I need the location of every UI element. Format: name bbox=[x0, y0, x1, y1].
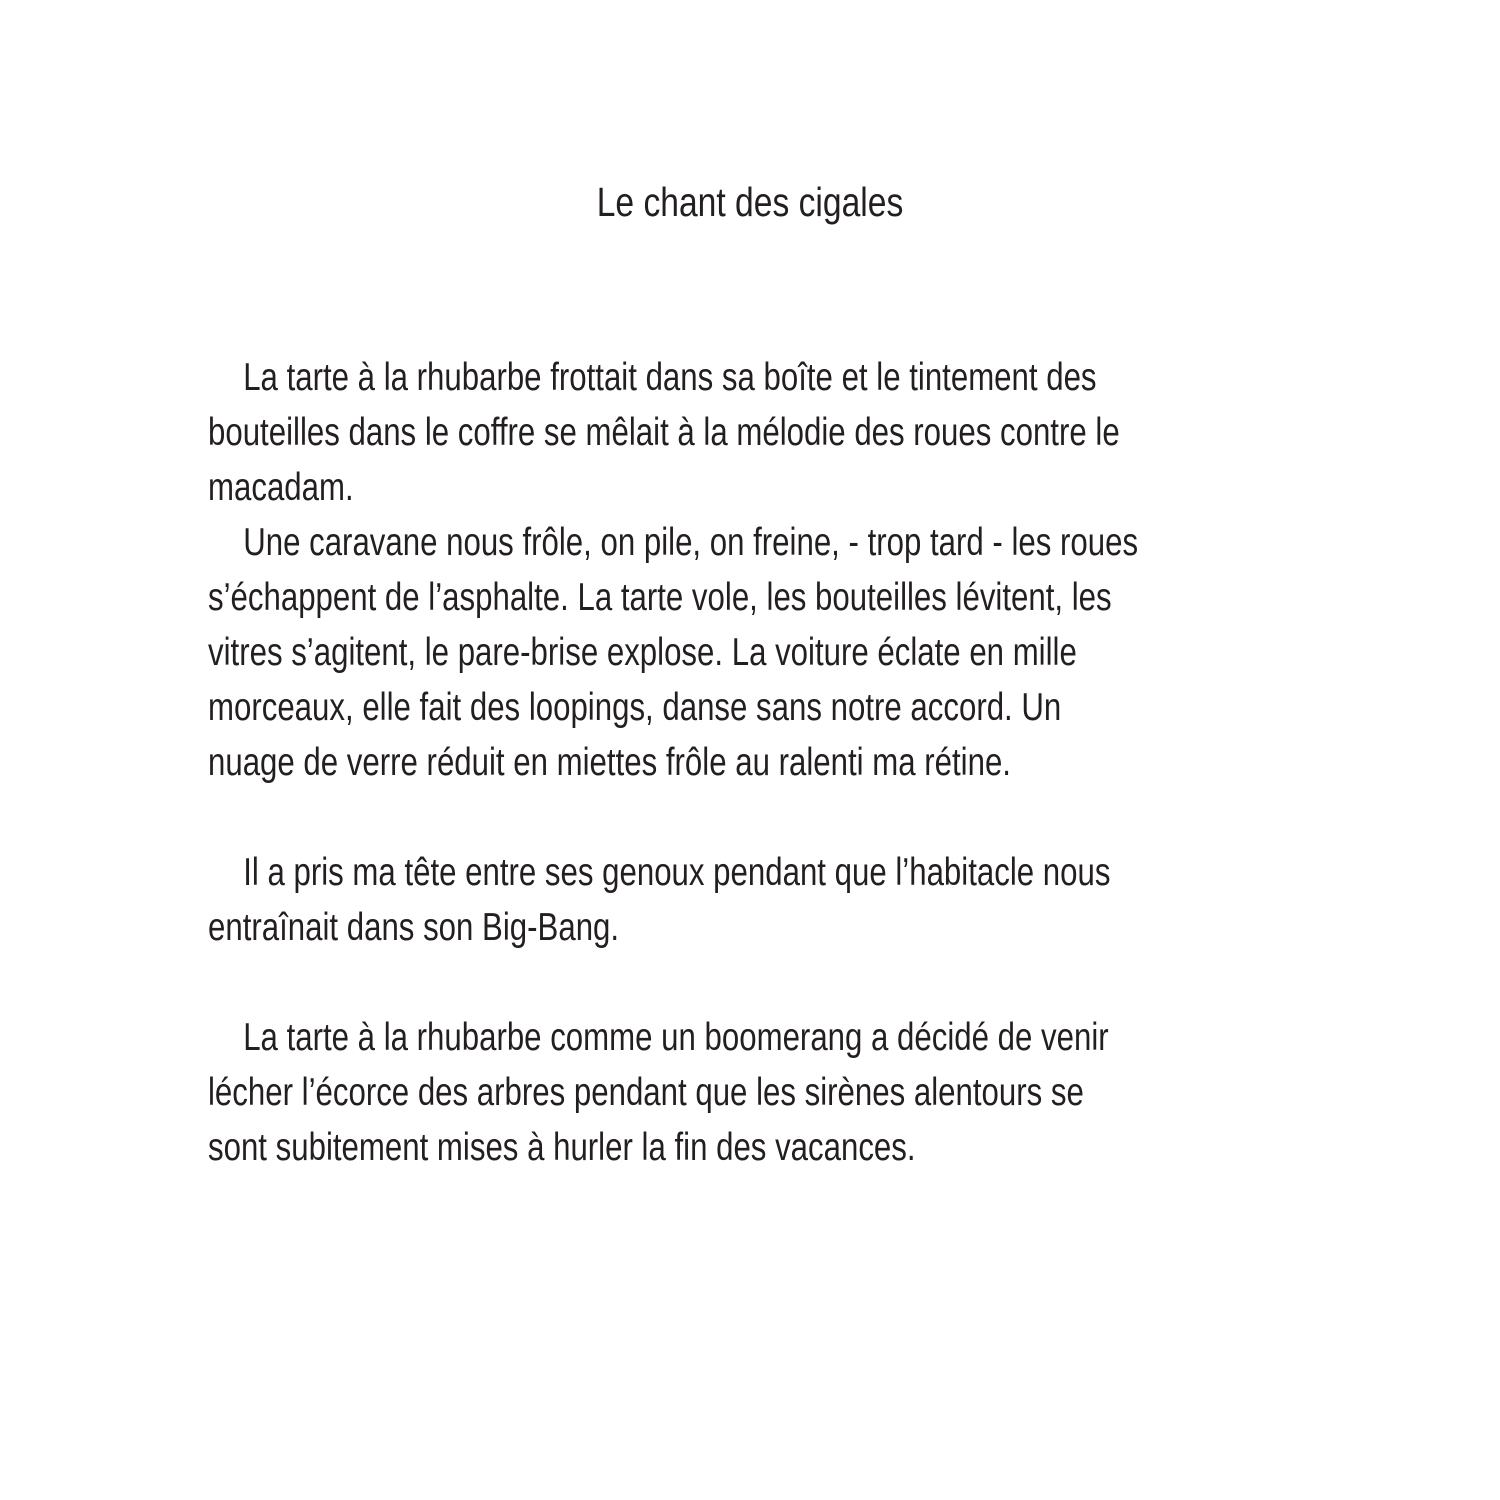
paragraph-3-line-2: entraînait dans son Big-Bang. bbox=[208, 906, 620, 949]
paragraph-2-line-2: s’échappent de l’asphalte. La tarte vole, les bouteilles lévitent, les bbox=[208, 576, 1112, 619]
paragraph-spacer bbox=[208, 790, 1248, 845]
document-body bbox=[208, 350, 1248, 1175]
paragraph-4-line-1: La tarte à la rhubarbe comme un boomerang a décidé de venir bbox=[243, 1016, 1109, 1059]
paragraph-spacer bbox=[208, 955, 1248, 1010]
paragraph-4-line-2: lécher l’écorce des arbres pendant que les sirènes alentours se bbox=[208, 1071, 1084, 1114]
paragraph-2-line-5: nuage de verre réduit en miettes frôle au ralenti ma rétine. bbox=[208, 741, 1011, 784]
paragraph-3-line-1: Il a pris ma tête entre ses genoux pendant que l’habitacle nous bbox=[243, 851, 1111, 894]
paragraph-1-line-2: bouteilles dans le coffre se mêlait à la mélodie des roues contre le bbox=[208, 411, 1120, 454]
document-title: Le chant des cigales bbox=[596, 179, 904, 225]
paragraph-1-line-3: macadam. bbox=[208, 466, 354, 509]
paragraph-2-line-4: morceaux, elle fait des loopings, danse sans notre accord. Un bbox=[208, 686, 1062, 729]
paragraph-4-line-3: sont subitement mises à hurler la fin des vacances. bbox=[208, 1126, 916, 1169]
paragraph-1-line-1: La tarte à la rhubarbe frottait dans sa boîte et le tintement des bbox=[243, 356, 1097, 399]
paragraph-2-line-3: vitres s’agitent, le pare-brise explose. La voiture éclate en mille bbox=[208, 631, 1077, 674]
paragraph-2-line-1: Une caravane nous frôle, on pile, on freine, - trop tard - les roues bbox=[243, 521, 1139, 564]
